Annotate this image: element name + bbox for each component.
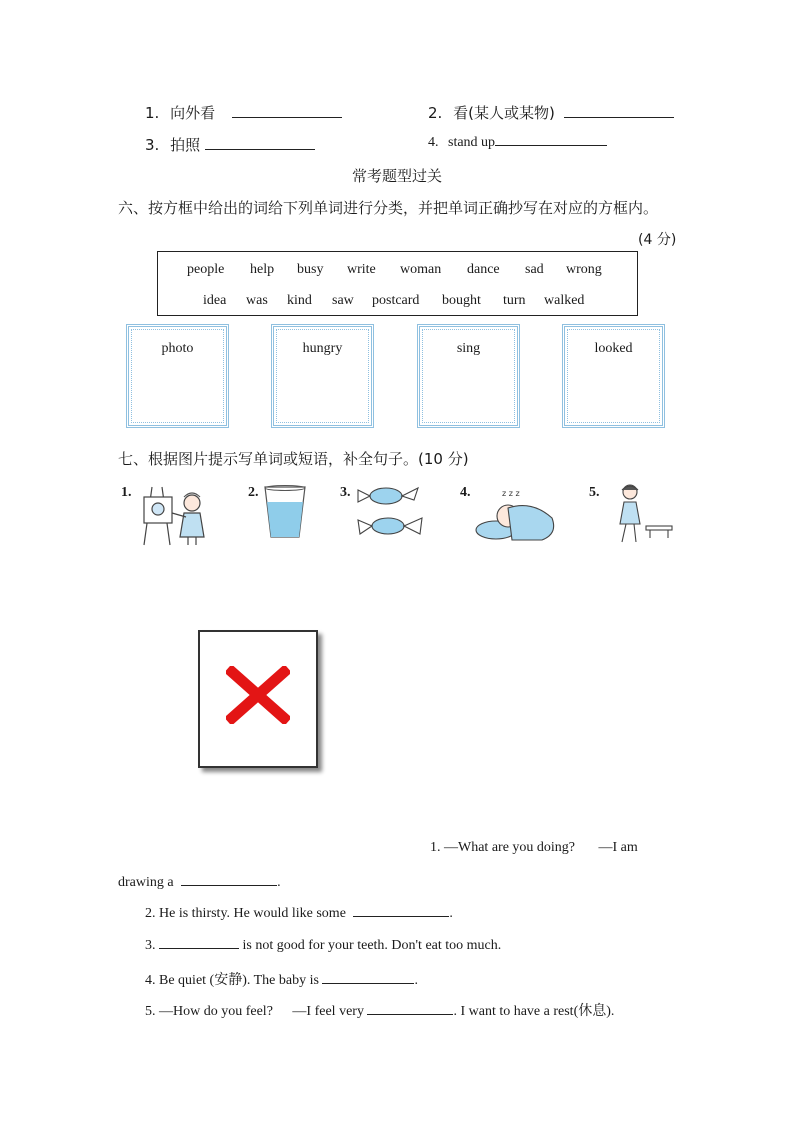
- category-label: sing: [456, 341, 481, 356]
- item-number: 4.: [428, 135, 439, 150]
- picture-number: 5.: [589, 485, 600, 500]
- answer-blank[interactable]: [205, 148, 315, 150]
- section-heading: 常考题型过关: [351, 167, 442, 185]
- item-number: 3.: [145, 136, 160, 154]
- red-x-icon: [226, 666, 290, 724]
- vocab-item-4: [428, 135, 607, 151]
- candy-picture: [356, 484, 424, 540]
- word: turn: [503, 293, 526, 308]
- girl-and-bench-picture: [608, 482, 676, 548]
- sentence-4: [145, 969, 418, 989]
- sentence-5: [145, 1000, 614, 1020]
- sentence-text: drawing a: [118, 875, 174, 890]
- section6-instruction: 六、按方框中给出的词给下列单词进行分类，并把单词正确抄写在对应的方框内。: [118, 199, 659, 217]
- sentence-text: 3.: [145, 938, 156, 953]
- sentence-text: .: [277, 875, 281, 890]
- answer-blank[interactable]: [232, 116, 342, 118]
- category-label: photo: [161, 341, 194, 356]
- item-number: 2.: [428, 104, 443, 122]
- sentence-text: is not good for your teeth. Don't eat too much.: [242, 938, 502, 953]
- word: dance: [467, 262, 500, 277]
- category-box-sing[interactable]: [417, 324, 520, 428]
- sentence-text: 4. Be quiet (安静). The baby is: [145, 973, 319, 988]
- sentence-text: 1. —What are you doing?: [430, 840, 576, 855]
- glass-of-water-picture: [262, 484, 308, 540]
- answer-blank[interactable]: [353, 915, 449, 917]
- picture-number: 3.: [340, 485, 351, 500]
- section7-instruction: 七、根据图片提示写单词或短语，补全句子。(10 分): [118, 450, 469, 468]
- answer-blank[interactable]: [181, 884, 277, 886]
- word: woman: [400, 262, 442, 277]
- answer-blank[interactable]: [322, 982, 414, 984]
- item-label: 看(某人或某物): [453, 104, 555, 122]
- category-box-hungry[interactable]: [271, 324, 374, 428]
- item-label: 拍照: [170, 136, 201, 154]
- word: idea: [203, 293, 227, 308]
- word: people: [187, 262, 225, 277]
- answer-blank[interactable]: [495, 144, 607, 146]
- broken-image-placeholder: [198, 630, 322, 770]
- answer-blank[interactable]: [564, 116, 674, 118]
- word: kind: [287, 293, 312, 308]
- picture-number: 2.: [248, 485, 259, 500]
- picture-number: 4.: [460, 485, 471, 500]
- answer-blank[interactable]: [159, 947, 239, 949]
- sentence-1-line2: [118, 875, 281, 891]
- vocab-item-3: [145, 134, 315, 155]
- item-label: 向外看: [170, 104, 216, 122]
- word-bank: [157, 251, 638, 316]
- sentence-text: .: [449, 906, 453, 921]
- category-box-looked[interactable]: [562, 324, 665, 428]
- sentence-text: —I am: [598, 840, 638, 855]
- answer-blank[interactable]: [367, 1013, 453, 1015]
- word: busy: [297, 262, 324, 277]
- word: wrong: [566, 262, 602, 277]
- sentence-text: .: [414, 973, 418, 988]
- word: walked: [544, 293, 585, 308]
- vocab-item-1: [145, 102, 342, 123]
- sleeping-baby-picture: [472, 484, 560, 546]
- sentence-text: —I feel very: [292, 1004, 364, 1019]
- sentence-text: 2. He is thirsty. He would like some: [145, 906, 346, 921]
- girl-painting-picture: [138, 483, 210, 547]
- word: saw: [332, 293, 354, 308]
- picture-number: 1.: [121, 485, 132, 500]
- sentence-2: [145, 906, 453, 922]
- category-label: hungry: [302, 341, 343, 356]
- sentence-1-line1: [430, 840, 638, 856]
- sentence-text: 5. —How do you feel?: [145, 1004, 273, 1019]
- sentence-text: . I want to have a rest(休息).: [453, 1004, 615, 1019]
- vocab-item-2: [428, 102, 674, 123]
- word: write: [347, 262, 376, 277]
- word: was: [246, 293, 268, 308]
- sentence-3: [145, 938, 501, 954]
- word: help: [250, 262, 275, 277]
- item-label: stand up: [448, 135, 496, 150]
- svg-text:z z z: z z z: [502, 489, 520, 498]
- item-number: 1.: [145, 104, 160, 122]
- section6-score: (4 分): [638, 232, 677, 248]
- category-label: looked: [594, 341, 633, 356]
- category-box-photo[interactable]: [126, 324, 229, 428]
- word: postcard: [372, 293, 420, 308]
- word: sad: [525, 262, 544, 277]
- word: bought: [442, 293, 481, 308]
